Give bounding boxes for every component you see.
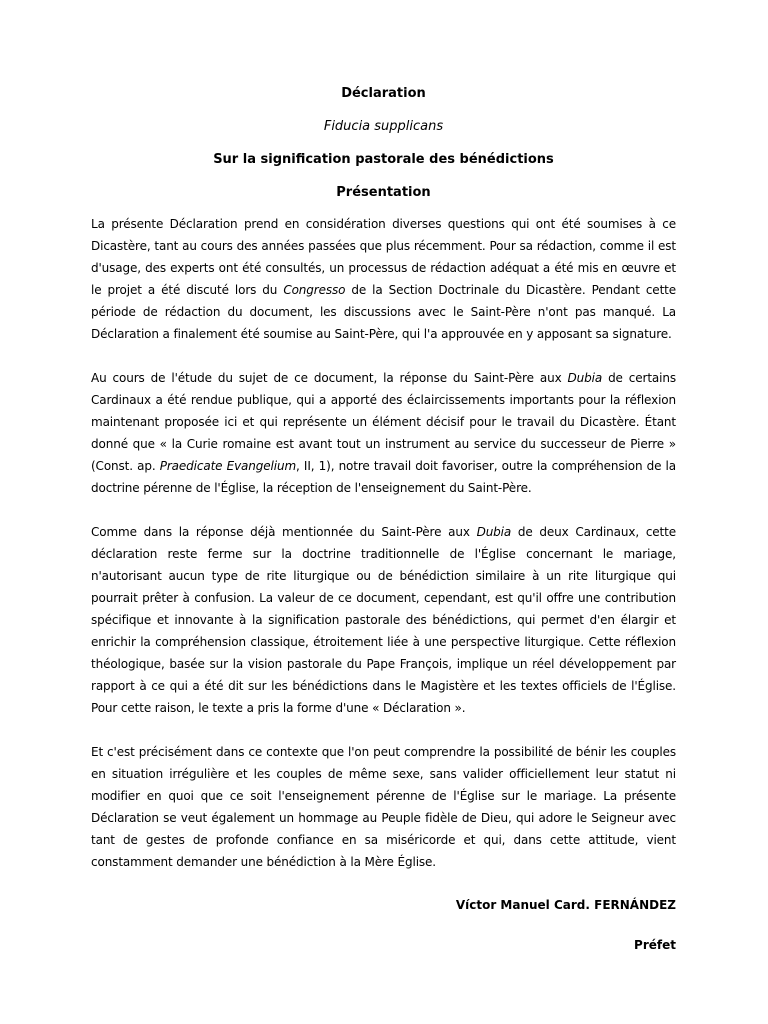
paragraph-1	[91, 213, 676, 345]
document-subtitle: Fiducia supplicans	[323, 119, 444, 134]
paragraph-2-emphasis-2: Praedicate Evangelium	[159, 459, 297, 473]
paragraph-2	[91, 367, 676, 499]
paragraph-4: Et c'est précisément dans ce contexte que l'on peut comprendre la possibilité de bénir les couples en situation irrégulière et les couples de même sexe, sans valider officiellement leur statut ni modifier en quoi que ce soit l'enseignement pérenne de l'Église sur le mariage. La présente Déclaration se veut également un hommage au Peuple fidèle de Dieu, qui adore le Seigneur avec tant de gestes de profonde confiance en sa miséricorde et qui, dans cette attitude, vient constamment demander une bénédiction à la Mère Église.	[91, 745, 676, 869]
paragraph-2-text-b: de certains Cardinaux a été rendue publique, qui a apporté des éclaircissements importants pour la réflexion maintenant proposée ici et qui représente un élément décisif pour le travail du Dicastère. Étant donné que « la Curie romaine est avant tout un instrument au service du successeur de Pierre » (Const. ap.	[91, 371, 676, 473]
signature-role: Préfet	[634, 938, 676, 952]
paragraph-1-text: La présente Déclaration prend en considération diverses questions qui ont été soumises à ce Dicastère, tant au cours des années passées que plus récemment. Pour sa rédaction, comme il est d'usage, des experts ont été consultés, un processus de rédaction adéquat a été mis en œuvre et le projet a été discuté lors du	[91, 217, 676, 297]
document-title: Déclaration	[341, 86, 426, 101]
paragraph-3-emphasis: Dubia	[476, 525, 512, 539]
paragraph-3-text-b: de deux Cardinaux, cette déclaration reste ferme sur la doctrine traditionnelle de l'Église concernant le mariage, n'autorisant aucun type de rite liturgique ou de bénédiction similaire à un rite liturgique qui pourrait prêter à confusion. La valeur de ce document, cependant, est qu'il offre une contribution spécifique et innovante à la signification pastorale des bénédictions, qui permet d'en élargir et enrichir la compréhension classique, étroitement liée à une perspective liturgique. Cette réflexion théologique, basée sur la vision pastorale du Pape François, implique un réel développement par rapport à ce qui a été dit sur les bénédictions dans le Magistère et les textes officiels de l'Église. Pour cette raison, le texte a pris la forme d'une « Déclaration ».	[91, 525, 676, 715]
paragraph-2-text-c: , II, 1), notre travail doit favoriser, outre la compréhension de la doctrine pérenne de l'Église, la réception de l'enseignement du Saint-Père.	[91, 459, 677, 495]
paragraph-3	[91, 521, 676, 719]
paragraph-2-emphasis-1: Dubia	[567, 371, 603, 385]
paragraph-3-text-a: Comme dans la réponse déjà mentionnée du Saint-Père aux	[91, 525, 477, 539]
signature-name: Víctor Manuel Card. FERNÁNDEZ	[455, 898, 676, 912]
document-heading: Sur la signification pastorale des bénédictions	[213, 152, 554, 167]
section-title: Présentation	[336, 185, 431, 200]
paragraph-1-emphasis: Congresso	[283, 283, 346, 297]
paragraph-1-text-end: de la Section Doctrinale du Dicastère. Pendant cette période de rédaction du document, les discussions avec le Saint-Père n'ont pas manqué. La Déclaration a finalement été soumise au Saint-Père, qui l'a approuvée en y apposant sa signature.	[91, 283, 677, 341]
paragraph-2-text-a: Au cours de l'étude du sujet de ce document, la réponse du Saint-Père aux	[91, 371, 568, 385]
